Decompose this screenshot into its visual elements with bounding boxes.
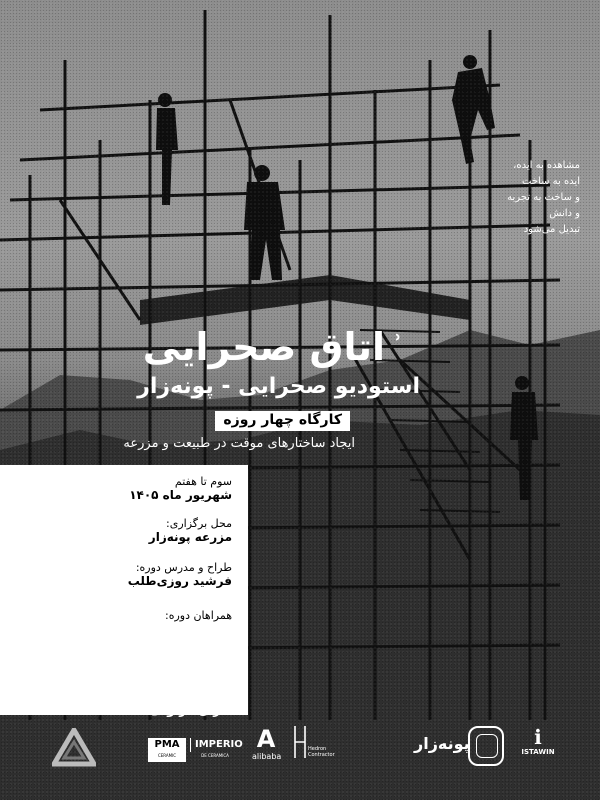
pma-logo-subtext: CERAMIC [157, 753, 177, 758]
workshop-badge: کارگاه چهار روزه [215, 411, 350, 431]
quote-line: ایده به ساخت [522, 176, 580, 187]
alibaba-logo [252, 726, 280, 761]
seal-logo-icon [468, 726, 504, 766]
assistants-list [0, 625, 232, 720]
list-item: مارال فرنودی [149, 703, 232, 717]
sponsor-footer [0, 720, 600, 800]
venue-label: محل برگزاری: [166, 517, 232, 530]
imperio-logo [190, 738, 243, 760]
assistants-block [165, 609, 232, 622]
istawin-mark-icon: ℹ [534, 725, 542, 749]
hedron-mark-icon [292, 724, 308, 760]
quote-line: و ساخت به تجربه [507, 192, 580, 203]
assistants-label: همراهان دوره: [164, 609, 232, 622]
hedron-logo-text [308, 746, 335, 758]
quote-line: تبدیل می‌شود [523, 224, 580, 235]
punezar-logo: پونه‌زار [414, 734, 470, 753]
list-item: امیر رفعتی [165, 627, 232, 641]
impossible-triangle-logo-icon [52, 728, 96, 768]
instructor-value: فرشید روزی‌طلب [127, 574, 232, 588]
quote-line: و دانش [549, 208, 580, 219]
workshop-description: ایجاد ساختارهای موقت در طبیعت و مزرعه [123, 436, 355, 451]
pma-logo-text: PMA [154, 739, 180, 750]
alibaba-mark-icon: A [256, 725, 276, 753]
hedron-logo [292, 724, 335, 764]
hedron-subtext: Contractor [308, 752, 335, 758]
pma-logo [148, 738, 186, 762]
dates-line2: شهریور ماه ۱۴۰۵ [129, 488, 232, 502]
poster-title: اتاق صحرایی [142, 325, 385, 369]
list-item: شیرین حسین‌زاده [127, 684, 232, 698]
instructor-label: طراح و مدرس دوره: [135, 561, 232, 574]
venue-block [149, 517, 232, 544]
list-item: اشراق نجف‌آبادی [131, 646, 232, 660]
quote-line: مشاهده به ایده، [513, 160, 580, 171]
dates-line1: سوم تا هفتم [174, 475, 232, 488]
poster-subtitle: استودیو صحرایی - پونه‌زار [137, 374, 420, 399]
alibaba-logo-text: alibaba [252, 752, 282, 761]
istawin-logo-text: ISTAWIN [521, 748, 555, 756]
dates-block [129, 475, 232, 502]
imperio-logo-subtext: DE CERAMICA [201, 753, 229, 758]
hedron-name: Hedron [308, 746, 327, 752]
quote-text [460, 158, 580, 238]
instructor-block [128, 561, 232, 588]
list-item: محمد تاجیک [161, 665, 232, 679]
title-accent-mark: ʾ [393, 330, 402, 358]
imperio-logo-text: IMPERIO [190, 738, 240, 752]
venue-value: مزرعه پونه‌زار [148, 530, 232, 544]
istawin-logo [520, 726, 556, 756]
